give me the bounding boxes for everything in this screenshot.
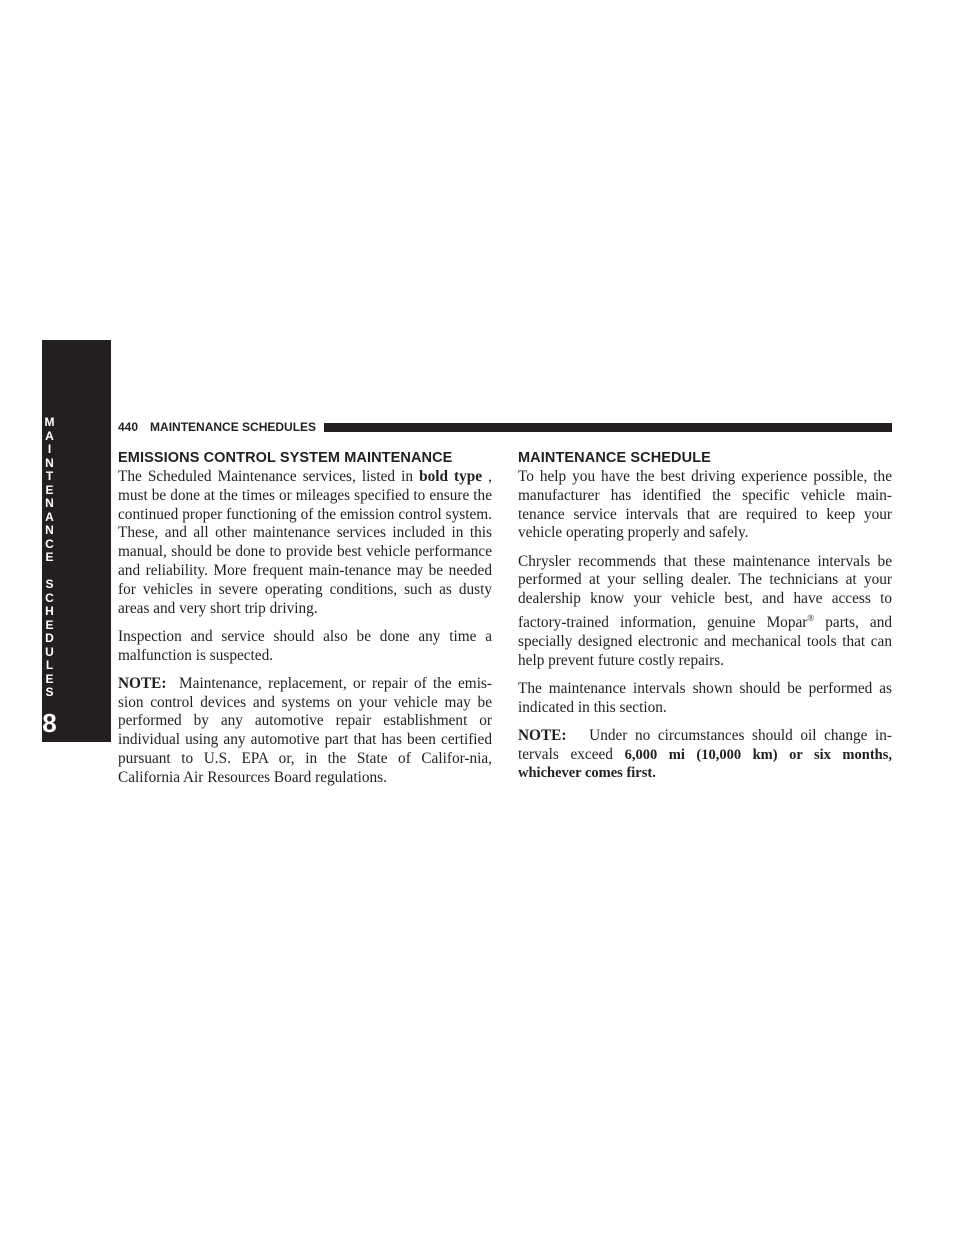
page-number: 440 [118,420,139,434]
side-tab-letter: T [45,469,54,483]
note-bold-interval: 6,000 mi (10,000 km) or six months, whichever comes first. [518,746,892,782]
text-run: , must be done at the times or mileages specified to ensure the continued proper functioning of the emission control system. These, and all other maintenance services included in this manual, should be done to provide best vehicle performance and reliability. More frequent main-tenance may be needed for vehicles in severe operating conditions, such as dusty areas and very short trip driving. [118,468,492,617]
schedule-paragraph-2 [518,553,892,671]
note-label: NOTE: [118,674,167,692]
text-run: Chrysler recommends that these maintenance intervals be performed at your selling dealer. The technicians at your dealership know your vehicle best, and have access to factory-trained information, genuine Mopar [518,552,892,632]
side-tab-letter: N [45,496,54,510]
side-tab-letter: N [45,523,54,537]
note-text: Maintenance, replacement, or repair of the emis-sion control devices and systems on your vehicle may be performed by any automotive repair establishment or individual using any automotive part that has been certified pursuant to U.S. EPA or, in the State of Califor-nia, California Air Resources Board regulations. [118,674,492,786]
emissions-paragraph-1 [118,468,492,618]
side-tab-letter: E [45,550,54,564]
note-text: Under no circumstances should oil change in-tervals exceed [518,726,892,763]
running-header-section: MAINTENANCE SCHEDULES [150,420,317,434]
side-tab-letter: M [44,415,55,429]
side-tab-letter: D [45,631,54,645]
side-tab-letter: E [45,482,54,497]
schedule-note [518,727,892,783]
side-tab-letter: N [45,455,54,470]
section-title-emissions: EMISSIONS CONTROL SYSTEM MAINTENANCE [118,450,453,466]
right-column [518,449,892,793]
side-tab-letter [42,565,57,579]
side-tab-letter: U [45,644,54,659]
side-tab-letter: A [45,509,54,524]
emissions-paragraph-2: Inspection and service should also be done any time a malfunction is suspected. [118,627,492,664]
side-tab-letter: S [45,685,54,699]
side-tab-letter: S [45,577,54,591]
text-run: parts, and specially designed electronic and mechanical tools that can help prevent future costly repairs. [518,614,892,669]
side-tab-chapter-number: 8 [42,708,57,738]
schedule-paragraph-3: The maintenance intervals shown should be performed as indicated in this section. [518,679,892,716]
left-column [118,449,492,797]
side-tab-letter: C [45,536,54,551]
side-tab-letter: E [45,671,54,686]
bold-type-term: bold type [419,468,483,485]
section-title-maintenance-schedule: MAINTENANCE SCHEDULE [518,450,711,466]
text-run: The Scheduled Maintenance services, listed in [118,468,420,485]
side-tab-letter: C [45,590,54,605]
emissions-note [118,675,492,788]
side-tab-letter: I [47,442,52,456]
side-tab-letter: A [45,428,54,443]
side-tab-letter: H [45,604,54,618]
side-tab-letter: L [45,658,54,672]
header-rule [324,423,892,432]
side-tab-chapter-title [42,416,57,700]
running-header [118,419,892,435]
registered-mark: ® [807,612,815,623]
note-label: NOTE: [518,726,567,744]
side-tab-letter: E [45,617,54,632]
schedule-paragraph-1: To help you have the best driving experience possible, the manufacturer has identified the specific vehicle main-tenance service intervals that are required to keep your vehicle operating properly and safely. [518,468,892,542]
